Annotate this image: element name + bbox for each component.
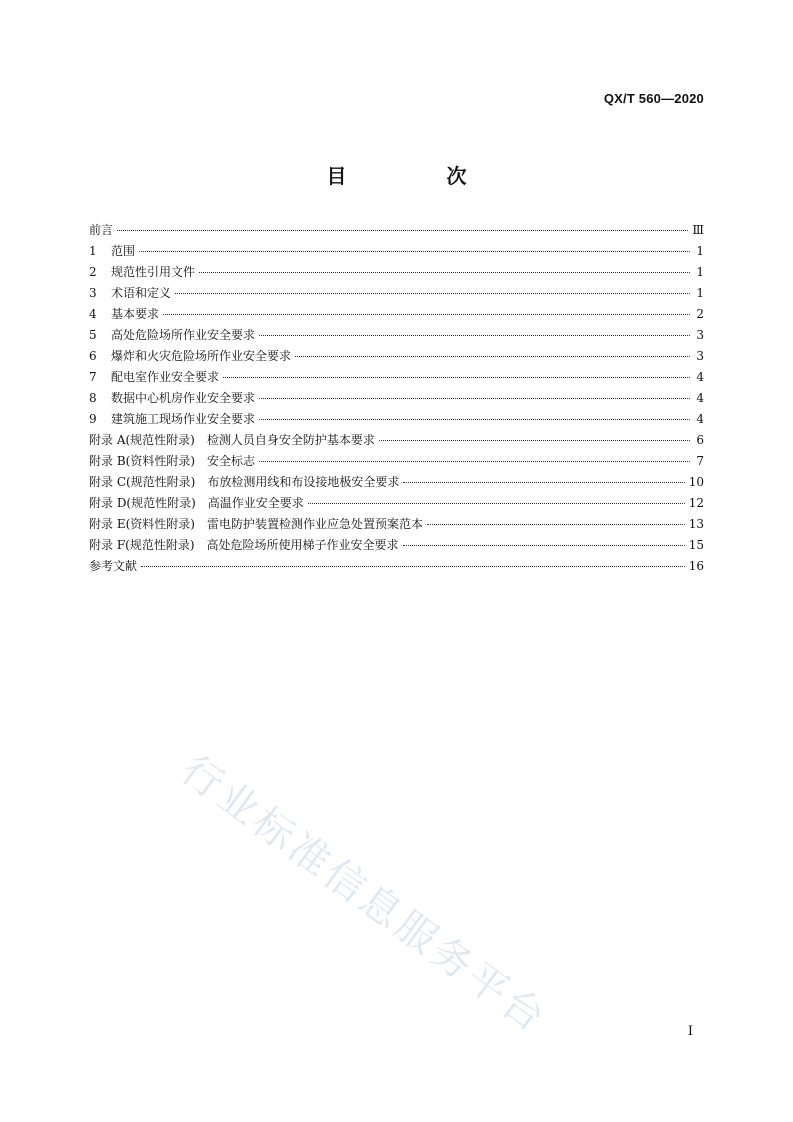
toc-leader-dots <box>259 460 690 462</box>
toc-leader-dots <box>259 397 690 399</box>
toc-entry[interactable] <box>89 556 704 577</box>
toc-entry[interactable] <box>89 220 704 241</box>
table-of-contents <box>89 220 704 577</box>
toc-entry-page: 4 <box>696 412 704 426</box>
toc-entry-page: 1 <box>696 265 704 279</box>
toc-entry-label: 配电室作业安全要求 <box>111 370 220 384</box>
toc-entry-label: 范围 <box>111 244 136 258</box>
toc-entry-number: 8 <box>89 391 97 405</box>
toc-entry[interactable] <box>89 451 704 472</box>
toc-entry-label: 基本要求 <box>111 307 160 321</box>
toc-entry-number: 4 <box>89 307 97 321</box>
toc-entry-page: 16 <box>688 559 704 573</box>
toc-leader-dots <box>403 481 684 483</box>
toc-entry-label: 高处危险场所作业安全要求 <box>111 328 256 342</box>
toc-entry-label: 附录 F(规范性附录) 高处危险场所使用梯子作业安全要求 <box>89 538 399 552</box>
toc-entry-label: 数据中心机房作业安全要求 <box>111 391 256 405</box>
toc-entry-number: 6 <box>89 349 97 363</box>
toc-leader-dots <box>139 250 690 252</box>
toc-leader-dots <box>223 376 690 378</box>
standard-code: QX/T 560—2020 <box>603 91 704 106</box>
toc-title: 目 次 <box>326 164 507 188</box>
toc-entry-page: 10 <box>688 475 704 489</box>
toc-entry[interactable] <box>89 367 704 388</box>
toc-entry-number: 7 <box>89 370 97 384</box>
toc-entry-label: 附录 A(规范性附录) 检测人员自身安全防护基本要求 <box>89 433 375 447</box>
toc-entry-label: 建筑施工现场作业安全要求 <box>111 412 256 426</box>
toc-entry-page: 4 <box>696 370 704 384</box>
toc-entry[interactable] <box>89 409 704 430</box>
toc-entry-page: 2 <box>696 307 704 321</box>
toc-entry-page: 4 <box>696 391 704 405</box>
toc-entry[interactable] <box>89 514 704 535</box>
toc-leader-dots <box>259 334 690 336</box>
page-number: I <box>687 1024 693 1039</box>
toc-leader-dots <box>163 313 690 315</box>
toc-entry-label: 参考文献 <box>89 559 138 573</box>
toc-entry[interactable] <box>89 325 704 346</box>
toc-entry[interactable] <box>89 283 704 304</box>
toc-leader-dots <box>117 229 688 231</box>
toc-leader-dots <box>141 565 685 567</box>
toc-entry[interactable] <box>89 241 704 262</box>
toc-entry-number: 3 <box>89 286 97 300</box>
toc-leader-dots <box>259 418 690 420</box>
toc-entry-page: 15 <box>688 538 704 552</box>
toc-entry-label: 前言 <box>89 223 114 237</box>
toc-entry[interactable] <box>89 430 704 451</box>
watermark: 行业标准信息服务平台 <box>172 747 556 1044</box>
toc-entry-label: 规范性引用文件 <box>111 265 196 279</box>
toc-entry[interactable] <box>89 262 704 283</box>
toc-entry-label: 爆炸和火灾危险场所作业安全要求 <box>111 349 292 363</box>
toc-leader-dots <box>295 355 690 357</box>
toc-entry-page: 1 <box>696 244 704 258</box>
toc-entry-page: 13 <box>688 517 704 531</box>
toc-entry-label: 附录 B(资料性附录) 安全标志 <box>89 454 255 468</box>
toc-leader-dots <box>379 439 690 441</box>
toc-entry-page: 6 <box>696 433 704 447</box>
toc-entry-page: 1 <box>696 286 704 300</box>
toc-leader-dots <box>308 502 685 504</box>
toc-entry-page: Ⅲ <box>692 223 704 237</box>
toc-entry-page: 12 <box>688 496 704 510</box>
toc-leader-dots <box>427 523 685 525</box>
toc-entry[interactable] <box>89 472 704 493</box>
toc-entry-label: 附录 D(规范性附录) 高温作业安全要求 <box>89 496 304 510</box>
toc-entry-page: 7 <box>696 454 704 468</box>
toc-entry[interactable] <box>89 535 704 556</box>
toc-leader-dots <box>175 292 690 294</box>
toc-entry-number: 5 <box>89 328 97 342</box>
toc-entry-page: 3 <box>696 349 704 363</box>
toc-entry[interactable] <box>89 493 704 514</box>
toc-entry[interactable] <box>89 304 704 325</box>
toc-entry-label: 附录 C(规范性附录) 布放检测用线和布设接地极安全要求 <box>89 475 400 489</box>
toc-entry[interactable] <box>89 388 704 409</box>
toc-entry[interactable] <box>89 346 704 367</box>
toc-leader-dots <box>199 271 690 273</box>
toc-entry-number: 9 <box>89 412 97 426</box>
toc-entry-label: 附录 E(资料性附录) 雷电防护装置检测作业应急处置预案范本 <box>89 517 423 531</box>
toc-entry-label: 术语和定义 <box>111 286 172 300</box>
toc-entry-number: 1 <box>89 244 97 258</box>
toc-entry-number: 2 <box>89 265 97 279</box>
toc-entry-page: 3 <box>696 328 704 342</box>
toc-leader-dots <box>403 544 685 546</box>
